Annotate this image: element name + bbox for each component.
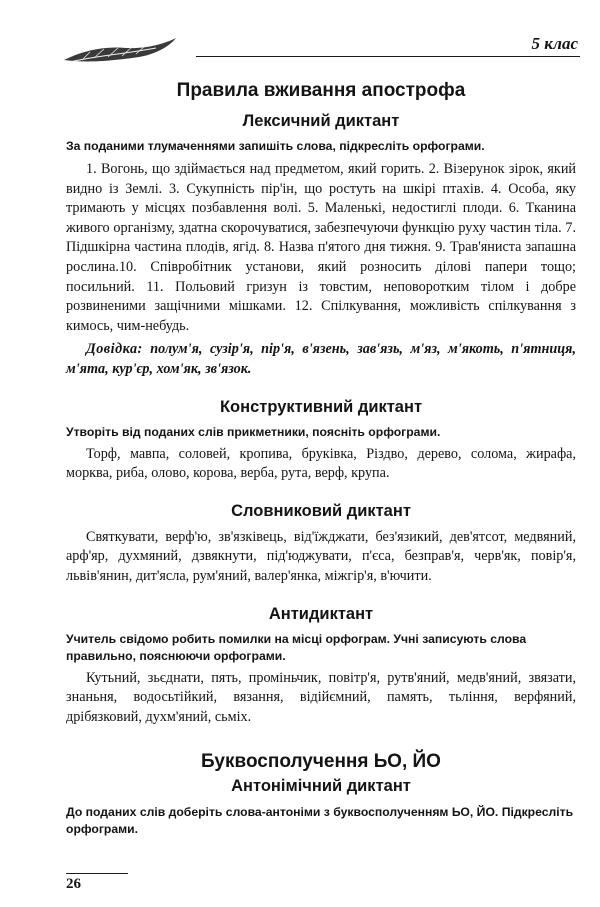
subsection-title-lexical: Лексичний диктант bbox=[242, 112, 400, 130]
task-antonym: До поданих слів доберіть слова-антоніми з буквосполученням ЬО, ЙО. Підкресліть орфограми. bbox=[66, 805, 574, 837]
subsection-title-constructive: Конструктивний диктант bbox=[219, 397, 423, 416]
page-content bbox=[66, 76, 576, 838]
feather-logo bbox=[60, 30, 180, 74]
paragraph-constructive: Торф, мавпа, соловей, кропива, бруківка, Різдво, дерево, солома, жирафа, морква, риба, олово, корова, верба, рута, верф, крупа. bbox=[66, 445, 576, 482]
task-constructive: Утворіть від поданих слів прикметники, поясніть орфограми. bbox=[66, 424, 441, 439]
subsection-title-antidictation: Антидиктант bbox=[268, 604, 374, 623]
hint-label: Довідка: bbox=[86, 341, 143, 358]
task-lexical: За поданими тлумаченнями запишіть слова, підкресліть орфограми. bbox=[66, 139, 485, 153]
task-antidictation: Учитель свідомо робить помилки на місці орфограм. Учні записують слова правильно, пояснюючи орфограми. bbox=[66, 631, 527, 663]
subsection-title-antonym: Антонімічний диктант bbox=[231, 777, 411, 796]
section-title-apostrophe: Правила вживання апострофа bbox=[176, 80, 466, 101]
header-rule bbox=[196, 56, 580, 57]
paragraph-lexical: 1. Вогонь, що здіймається над предметом, який горить. 2. Візерунок зірок, який видно із Землі. 3. Сукупність пір'ін, що ростуть на шкірі птахів. 4. Особа, яку тримають у місцях позбавлення волі. 5. Маленькі, недостиглі плоди. 6. Тканина живого організму, здатна скорочуватися, забезпечуючи функцію руху частин тіла. 7. Підшкірна частина плодів, ягід. 8. Назва п'ятого дня тижня. 9. Трав'яниста запашна рослина.10. Співробітник установи, який розносить ділові папери тощо; посильний. 11. Польовий гризун із товстим, неповоротким тілом і добре розвиненими защічними мішками. 12. Спілкування, можливість спілкування з кимось, чим-небудь. bbox=[66, 161, 576, 334]
hint-paragraph bbox=[66, 340, 576, 379]
grade-label: 5 клас bbox=[531, 34, 578, 53]
hint-text: полум'я, сузір'я, пір'я, в'язень, зав'язь, м'яз, м'якоть, п'ятниця, м'ята, кур'єр, хом'як, зв'язок. bbox=[66, 341, 576, 377]
subsection-title-vocabulary: Словниковий диктант bbox=[231, 501, 411, 520]
paragraph-vocabulary: Святкувати, верф'ю, зв'язківець, від'їжджати, без'язикий, дев'ятсот, медвяний, арф'яр, духмяний, дзвякнути, під'юджувати, п'єса, безправ'я, черв'як, повір'я, львів'янин, дит'ясла, рум'яний, валер'янка, міжгір'я, в'ючити. bbox=[66, 528, 576, 584]
footer-rule bbox=[66, 873, 128, 874]
paragraph-antidictation: Кутьний, зьєднати, пять, проміньчик, повітр'я, рутв'яний, медв'яний, звязати, знаньня, водосьтійкий, вязання, відійємний, память, тьління, верфяний, дрібязковий, духм'яний, сьміх. bbox=[66, 669, 576, 725]
section-title-combinations: Буквосполучення ЬО, ЙО bbox=[201, 751, 441, 773]
page-number: 26 bbox=[66, 876, 81, 892]
